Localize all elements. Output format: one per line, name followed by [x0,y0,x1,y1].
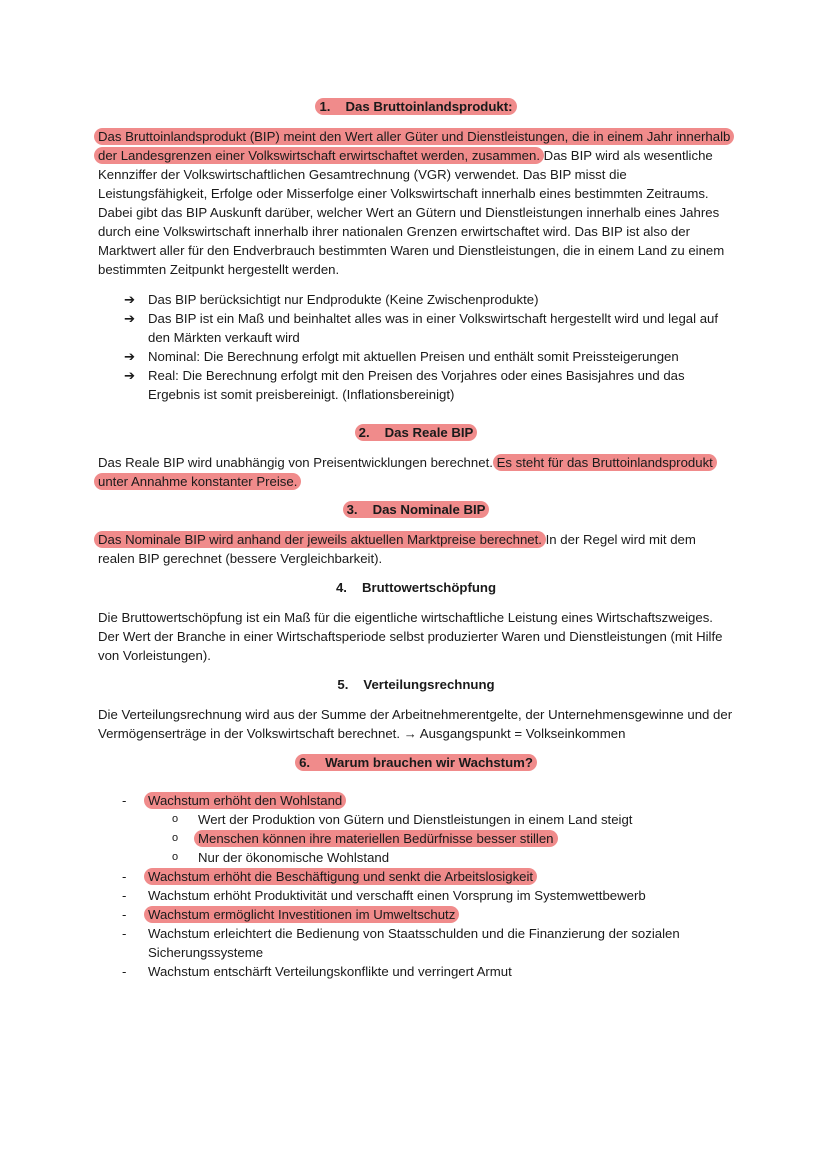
sub-list-item-text: Nur der ökonomische Wohlstand [198,850,390,865]
list-item [122,791,734,867]
list-item [124,309,734,347]
list-item [122,905,734,924]
list-item [124,347,734,366]
heading-text: Das Bruttoinlandsprodukt: [345,99,513,114]
arrow-bullet-list [98,290,734,404]
dash-bullet: - [122,926,127,941]
circle-bullet-icon: o [172,851,179,863]
heading-number: 4. [335,580,347,595]
list-item [124,366,734,404]
highlighted-text: Es steht für das Bruttoinlandsprodukt unter Annahme konstanter Preise. [94,454,717,490]
document-content [98,97,734,981]
highlighted-text: Menschen können ihre materiellen Bedürfnisse besser stillen [194,830,558,847]
list-item [124,290,734,309]
list-item-text: Wachstum erhöht Produktivität und verschafft einen Vorsprung im Systemwettbewerb [148,888,646,903]
highlighted-text: Wachstum ermöglicht Investitionen im Umweltschutz [144,906,459,923]
highlighted-text: Wachstum erhöht den Wohlstand [144,792,346,809]
sub-list-item [172,848,734,867]
dash-bullet: - [122,964,127,979]
sub-list-item-text: Wert der Produktion von Gütern und Dienstleistungen in einem Land steigt [198,812,633,827]
section-4-paragraph: Die Bruttowertschöpfung ist ein Maß für die eigentliche wirtschaftliche Leistung eines Wirtschaftszweiges. Der Wert der Branche in einer Wirtschaftsperiode selbst produzierter Waren und Dienstleistungen (mit Hilfe von Vorleistungen). [98,610,723,663]
section-5-paragraph: Die Verteilungsrechnung wird aus der Summe der Arbeitnehmerentgelte, der Unternehmensgewinne und der Vermögenserträge in der Volkswirtschaft berechnet. → Ausgangspunkt = Volkseinkommen [98,707,733,741]
paragraph-text: In der Regel wird mit dem realen BIP gerechnet (bessere Vergleichbarkeit). [98,532,696,566]
section-heading-2 [98,423,734,442]
section-heading-1 [98,97,734,116]
heading-number: 2. [358,425,370,440]
dash-bullet-list [98,791,734,981]
heading-text: Das Nominale BIP [372,502,486,517]
section-heading-5 [98,675,734,694]
circle-bullet-icon: o [172,813,179,825]
heading-number: 1. [319,99,331,114]
arrow-icon: ➔ [124,292,136,307]
heading-highlight [315,98,516,115]
heading-number: 5. [337,677,349,692]
heading-text: Bruttowertschöpfung [361,580,497,595]
highlighted-text: Das Bruttoinlandsprodukt (BIP) meint den Wert aller Güter und Dienstleistungen, die in einem Jahr innerhalb der Landesgrenzen einer Volkswirtschaft erwirtschaftet werden, zusammen. [94,128,734,164]
dash-bullet: - [122,907,127,922]
section-heading-3 [98,500,734,519]
list-item [122,962,734,981]
heading-text: Das Reale BIP [384,425,474,440]
section-heading-4 [98,578,734,597]
highlighted-text: Wachstum erhöht die Beschäftigung und senkt die Arbeitslosigkeit [144,868,537,885]
section-heading-6 [98,753,734,772]
heading-text: Verteilungsrechnung [363,677,495,692]
dash-bullet: - [122,888,127,903]
list-item-text: Wachstum entschärft Verteilungskonflikte und verringert Armut [148,964,512,979]
heading-highlight [295,754,537,771]
paragraph-text: Das BIP wird als wesentliche Kennziffer der Volkswirtschaftlichen Gesamtrechnung (VGR) verwendet. Das BIP misst die Leistungsfähigkeit, Erfolge oder Misserfolge einer Volkswirtschaft innerhalb eines bestimmten Zeitraums. Dabei gibt das BIP Auskunft darüber, welcher Wert an Gütern und Dienstleistungen innerhalb eines Jahres durch eine Volkswirtschaft innerhalb ihrer nationalen Grenzen erwirtschaftet wird. Das BIP ist also der Marktwert aller für den Endverbrauch bestimmten Waren und Dienstleistungen, die in einem Land zu einem bestimmten Zeitpunkt hergestellt werden. [98,148,725,277]
heading-number: 3. [346,502,358,517]
list-item-text: Nominal: Die Berechnung erfolgt mit aktuellen Preisen und enthält somit Preissteigerungen [148,349,679,364]
arrow-icon: ➔ [124,311,136,326]
heading-text: Warum brauchen wir Wachstum? [325,755,533,770]
list-item [122,867,734,886]
sub-list-item [172,810,734,829]
list-item-text: Real: Die Berechnung erfolgt mit den Preisen des Vorjahres oder eines Basisjahres und das Ergebnis ist somit preisbereinigt. (Inflationsbereinigt) [148,368,685,402]
list-item [122,886,734,905]
circle-bullet-icon: o [172,832,179,844]
list-item-text: Das BIP ist ein Maß und beinhaltet alles was in einer Volkswirtschaft hergestellt wird und legal auf den Märkten verkauft wird [148,311,719,345]
paragraph-text: Das Reale BIP wird unabhängig von Preisentwicklungen berechnet. [98,455,493,470]
heading-highlight [343,501,490,518]
section-1-paragraph [98,127,734,279]
heading-number: 6. [299,755,311,770]
section-2-paragraph [98,453,734,491]
sub-list [148,810,734,867]
sub-list-item [172,829,734,848]
list-item-text: Das BIP berücksichtigt nur Endprodukte (Keine Zwischenprodukte) [148,292,539,307]
arrow-icon: ➔ [124,368,136,383]
list-item [122,924,734,962]
section-3-paragraph [98,530,734,568]
heading-highlight [355,424,478,441]
arrow-icon: ➔ [124,349,136,364]
dash-bullet: - [122,869,127,884]
dash-bullet: - [122,793,127,808]
highlighted-text: Das Nominale BIP wird anhand der jeweils aktuellen Marktpreise berechnet. [94,531,546,548]
list-item-text: Wachstum erleichtert die Bedienung von Staatsschulden und die Finanzierung der sozialen Sicherungssysteme [148,926,680,960]
